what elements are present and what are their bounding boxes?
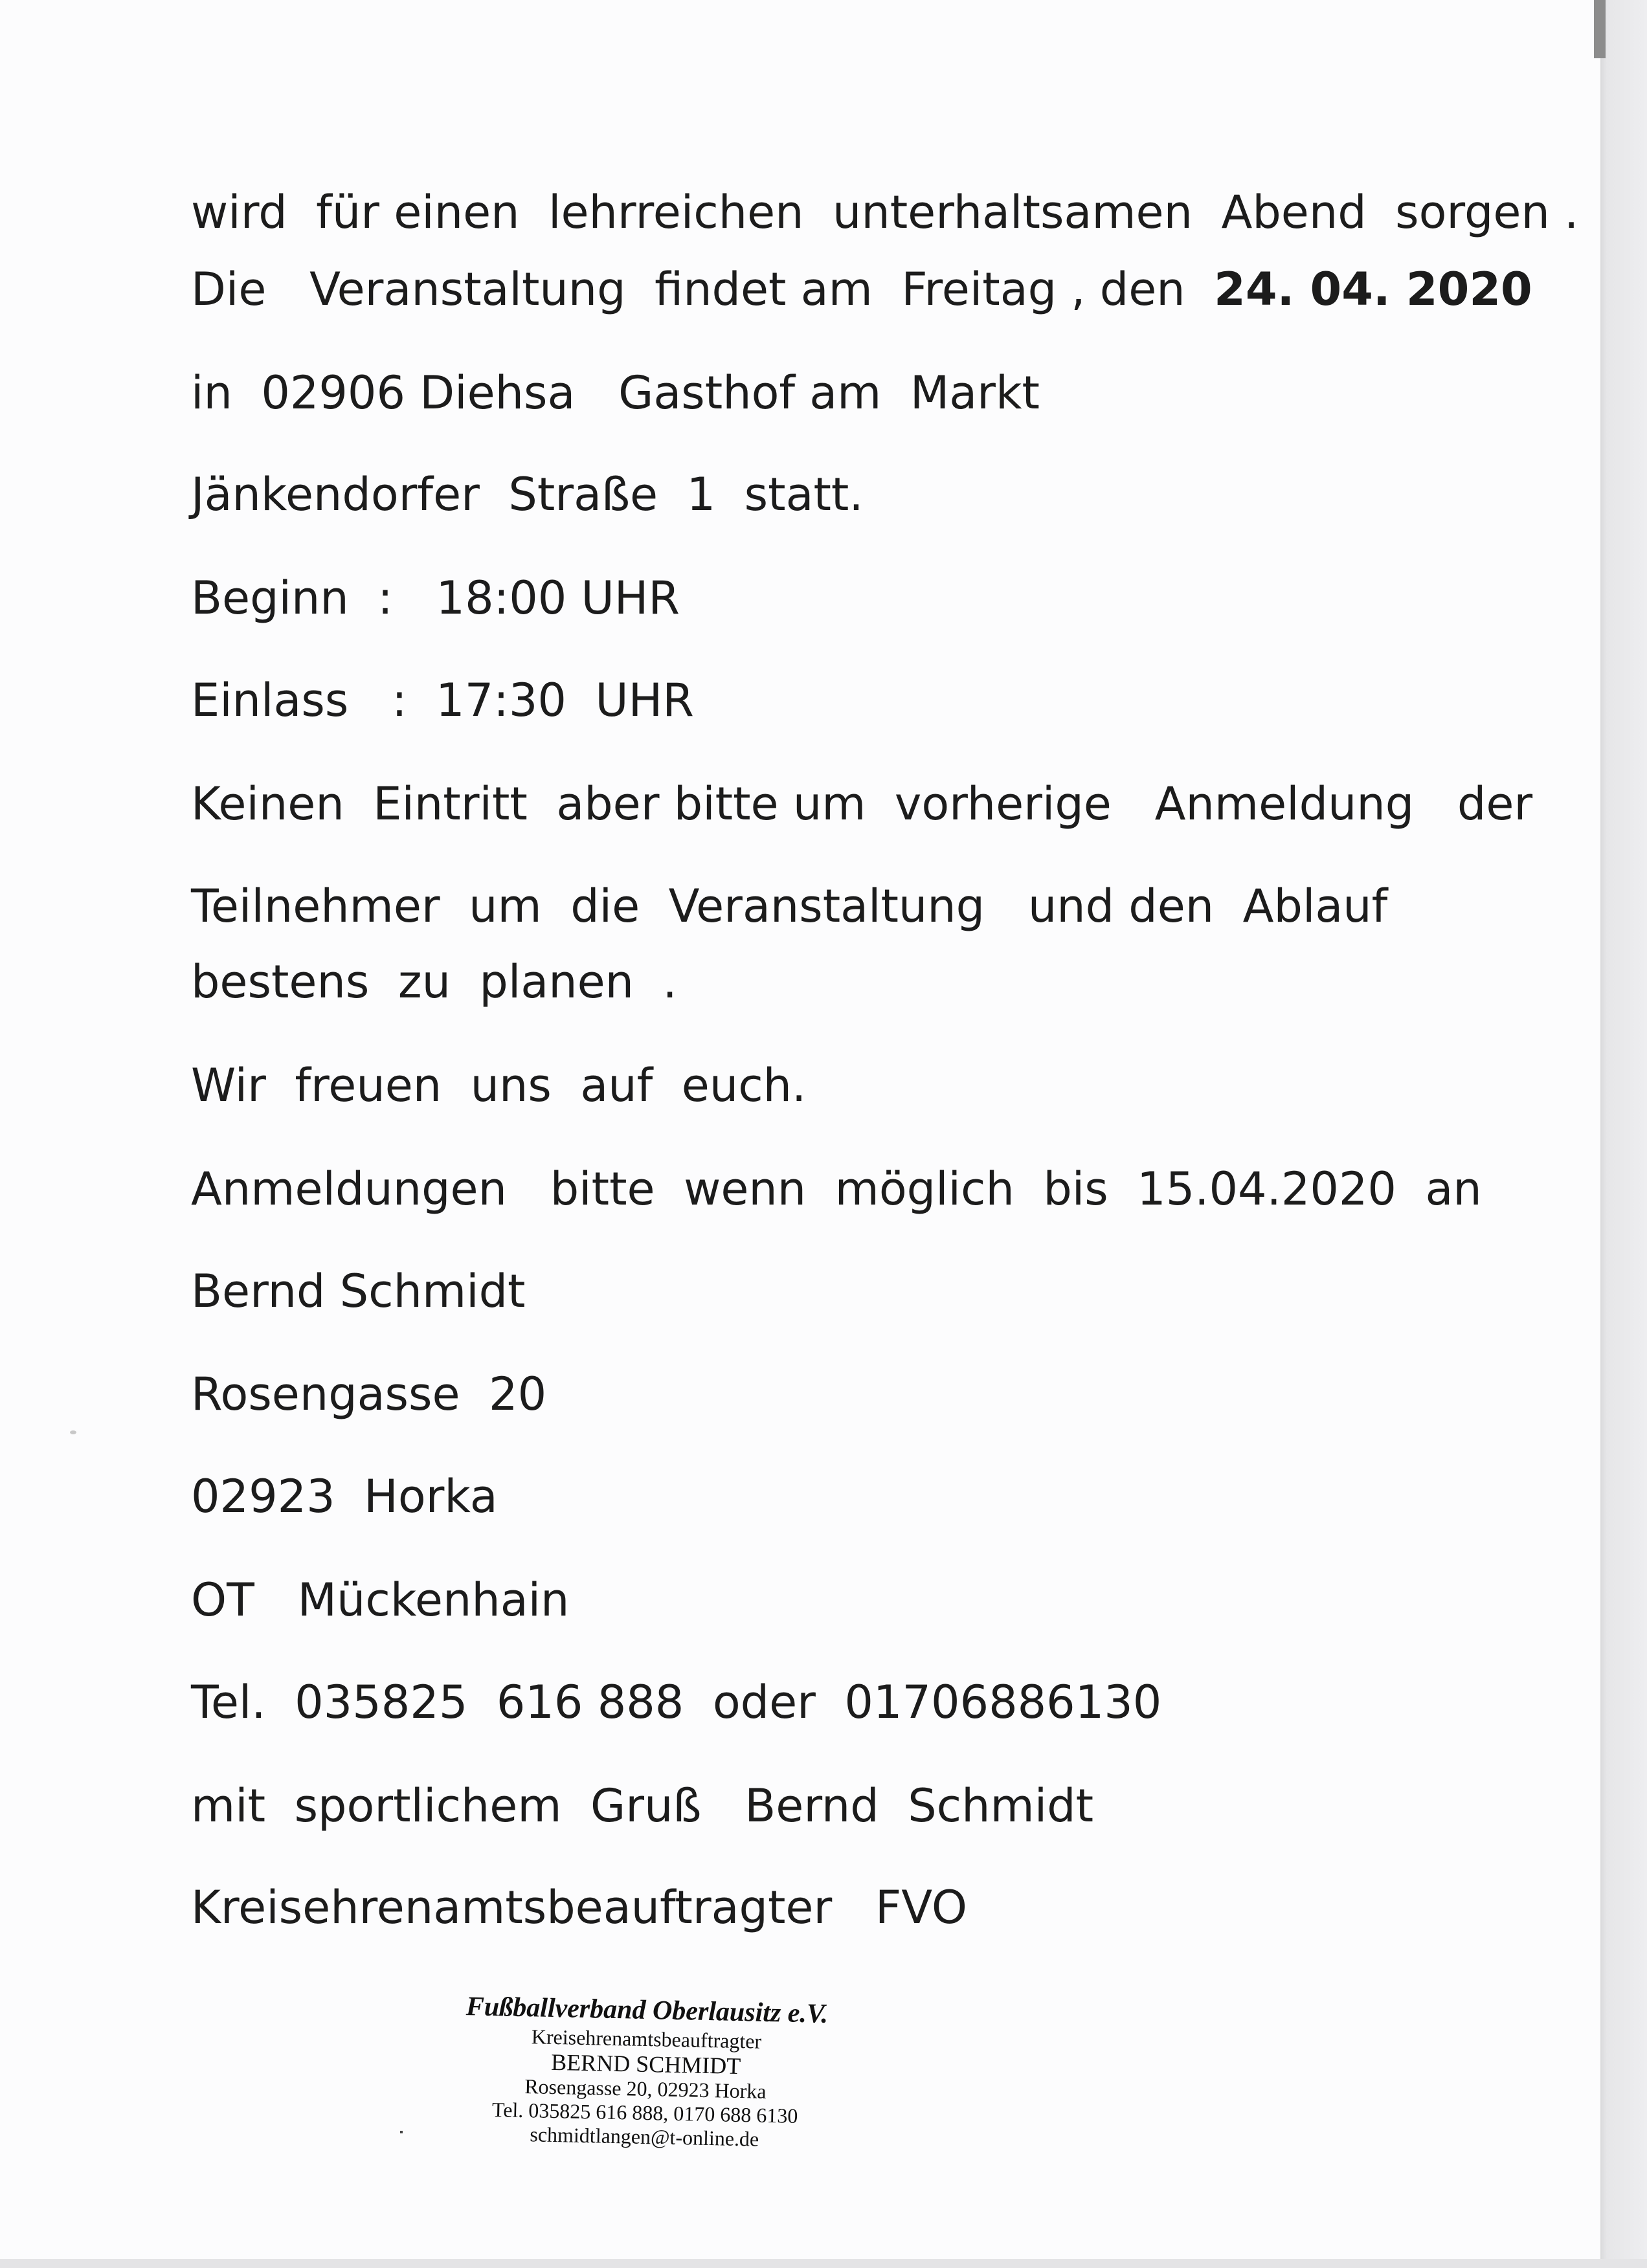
scanner-edge-shadow [1594, 0, 1606, 58]
stamp-organization: Fußballverband Oberlausitz e.V. [465, 1992, 829, 2029]
stamp-email: schmidtlangen@t-online.de [530, 2122, 759, 2151]
scanner-edge-right [1600, 0, 1647, 2268]
stamp-name: BERND SCHMIDT [550, 2049, 741, 2080]
signature-stamp [359, 1988, 932, 2155]
text-line-8: Teilnehmer um die Veranstaltung und den Ablauf [191, 880, 1388, 933]
text-line-1: wird für einen lehrreichen unterhaltsamen Abend sorgen . [191, 186, 1579, 239]
text-line-3: in 02906 Diehsa Gasthof am Markt [191, 366, 1040, 419]
text-line-13: Rosengasse 20 [191, 1368, 547, 1421]
stamp-role: Kreisehrenamtsbeauftragter [531, 2025, 762, 2053]
text-line-4: Jänkendorfer Straße 1 statt. [191, 468, 864, 521]
text-line-16: Tel. 035825 616 888 oder 01706886130 [191, 1676, 1162, 1729]
event-date: 24. 04. 2020 [1214, 263, 1532, 316]
text-line-2-prefix: Die Veranstaltung findet am Freitag , den [191, 263, 1215, 316]
text-line-15: OT Mückenhain [191, 1573, 570, 1627]
text-line-17: mit sportlichem Gruß Bernd Schmidt [191, 1779, 1094, 1832]
text-line-10: Wir freuen uns auf euch. [191, 1059, 807, 1112]
text-line-2 [191, 262, 1532, 317]
text-line-6: Einlass : 17:30 UHR [191, 674, 694, 727]
text-line-9: bestens zu planen . [191, 955, 677, 1008]
stamp-phone: Tel. 035825 616 888, 0170 688 6130 [491, 2098, 798, 2128]
stamp-address: Rosengasse 20, 02923 Horka [524, 2074, 767, 2103]
text-line-12: Bernd Schmidt [191, 1265, 526, 1318]
text-line-11: Anmeldungen bitte wenn möglich bis 15.04.2020 an [191, 1162, 1482, 1216]
text-line-18: Kreisehrenamtsbeauftragter FVO [191, 1881, 968, 1934]
text-line-14: 02923 Horka [191, 1470, 498, 1523]
scan-mark [400, 2131, 403, 2133]
scan-speck [70, 1430, 76, 1434]
text-line-7: Keinen Eintritt aber bitte um vorherige Anmeldung der [191, 777, 1533, 830]
scanner-edge-bottom [0, 2259, 1647, 2268]
text-line-5: Beginn : 18:00 UHR [191, 572, 680, 625]
